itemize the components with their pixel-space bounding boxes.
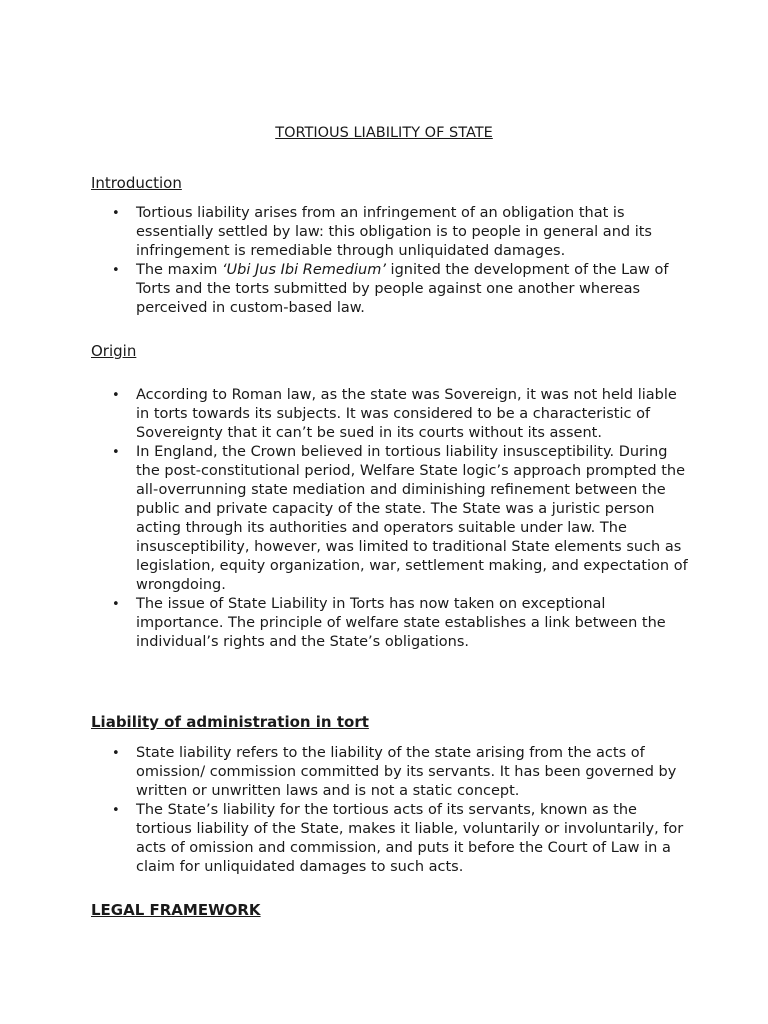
- section-heading-legal-framework: LEGAL FRAMEWORK: [91, 901, 261, 919]
- document-title: TORTIOUS LIABILITY OF STATE: [275, 125, 493, 141]
- section-heading-introduction: Introduction: [91, 174, 182, 192]
- latin-maxim: ‘Ubi Jus Ibi Remedium’: [221, 262, 386, 278]
- list-item: • The issue of State Liability in Torts has now taken on exceptional importance. The principle of welfare state establishes a link between the individual’s rights and the State’s obligations.: [91, 595, 691, 652]
- list-item: • State liability refers to the liability of the state arising from the acts of omission/ commission committed by its servants. It has been governed by written or unwritten laws and is not a static concept.: [91, 744, 691, 801]
- introduction-list: [91, 204, 691, 318]
- list-item: • The State’s liability for the tortious acts of its servants, known as the tortious liability of the State, makes it liable, voluntarily or involuntarily, for acts of omission and commission, and puts it before the Court of Law in a claim for unliquidated damages to such acts.: [91, 801, 691, 877]
- list-item: • In England, the Crown believed in tortious liability insusceptibility. During the post-constitutional period, Welfare State logic’s approach prompted the all-overrunning state mediation and diminishing refinement between the public and private capacity of the state. The State was a juristic person acting through its authorities and operators suitable under law. The insusceptibility, however, was limited to traditional State elements such as legislation, equity organization, war, settlement making, and expectation of wrongdoing.: [91, 443, 691, 595]
- origin-list: [91, 386, 691, 652]
- section-heading-liability-of-administration: Liability of administration in tort: [91, 713, 369, 731]
- list-item: • According to Roman law, as the state was Sovereign, it was not held liable in torts towards its subjects. It was considered to be a characteristic of Sovereignty that it can’t be sued in its courts without its assent.: [91, 386, 691, 443]
- liability-list: [91, 744, 691, 877]
- list-item: • Tortious liability arises from an infringement of an obligation that is essentially settled by law: this obligation is to people in general and its infringement is remediable through unliquidated damages.: [91, 204, 691, 261]
- list-item: • The maxim ‘Ubi Jus Ibi Remedium’ ignited the development of the Law of Torts and the torts submitted by people against one another whereas perceived in custom-based law.: [91, 261, 691, 318]
- section-heading-origin: Origin: [91, 342, 137, 360]
